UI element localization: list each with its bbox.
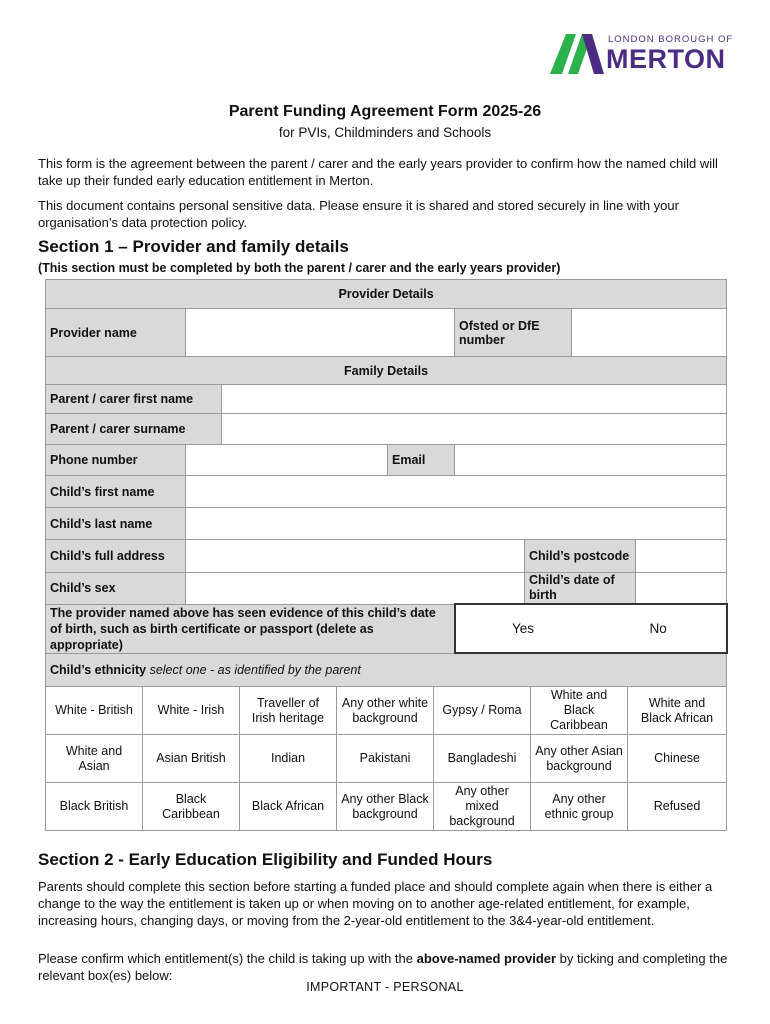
provider-name-label: Provider name <box>46 309 186 357</box>
ethnicity-heading <box>46 653 727 686</box>
child-postcode-field[interactable] <box>636 540 727 573</box>
section1-table <box>45 279 728 687</box>
ethnicity-option[interactable]: Traveller of Irish heritage <box>240 687 337 735</box>
section1-note: (This section must be completed by both the parent / carer and the early years provider) <box>38 261 561 275</box>
provider-details-header: Provider Details <box>46 280 727 309</box>
page-subtitle: for PVIs, Childminders and Schools <box>278 125 492 140</box>
ethnicity-option[interactable]: White - British <box>46 687 143 735</box>
child-sex-field[interactable] <box>186 573 525 605</box>
intro-paragraph-2: This document contains personal sensitive data. Please ensure it is shared and stored securely in line with your organisation’s data protection policy. <box>38 198 679 230</box>
child-sex-label: Child’s sex <box>46 573 186 605</box>
child-dob-label: Child’s date of birth <box>525 573 636 605</box>
ofsted-number-label: Ofsted or DfE number <box>455 309 572 357</box>
parent-surname-label: Parent / carer surname <box>46 414 222 445</box>
child-last-name-label: Child’s last name <box>46 508 186 540</box>
logo-borough-text: LONDON BOROUGH OF <box>608 34 734 45</box>
ethnicity-option[interactable]: Indian <box>240 735 337 783</box>
merton-logo-mark <box>548 30 608 76</box>
merton-logo <box>548 30 738 76</box>
child-postcode-label: Child’s postcode <box>525 540 636 573</box>
ethnicity-option[interactable]: Pakistani <box>337 735 434 783</box>
ethnicity-option[interactable]: Any other white background <box>337 687 434 735</box>
ethnicity-option[interactable]: Chinese <box>628 735 727 783</box>
section2-para2-end: by ticking and completing the relevant box(es) below: <box>38 951 728 983</box>
provider-name-field[interactable] <box>186 309 455 357</box>
logo-merton-text: MERTON <box>606 44 726 74</box>
ethnicity-option[interactable]: Gypsy / Roma <box>434 687 531 735</box>
child-address-label: Child’s full address <box>46 540 186 573</box>
ethnicity-option[interactable]: Black Caribbean <box>143 783 240 831</box>
section2-paragraph-1: Parents should complete this section before starting a funded place and should complete again when there is either a change to the way the entitlement is taken up or when moving on to another age-related entitlement, for example, increasing hours, changing days, or moving from the 2-year-old entitlement to the 3&4-year-old entitlement. <box>38 879 713 928</box>
section2-heading: Section 2 - Early Education Eligibility and Funded Hours <box>38 850 493 869</box>
ethnicity-option[interactable]: Any other ethnic group <box>531 783 628 831</box>
parent-first-name-label: Parent / carer first name <box>46 385 222 414</box>
ethnicity-option[interactable]: Any other Black background <box>337 783 434 831</box>
family-details-header: Family Details <box>46 357 727 385</box>
child-first-name-label: Child’s first name <box>46 476 186 508</box>
page-title: Parent Funding Agreement Form 2025-26 <box>228 103 542 120</box>
footer-label: IMPORTANT - PERSONAL <box>306 980 464 994</box>
section2-para2-bold: above-named provider <box>416 951 557 966</box>
child-dob-field[interactable] <box>636 573 727 605</box>
ethnicity-option[interactable]: White and Black African <box>628 687 727 735</box>
ethnicity-option[interactable]: White and Black Caribbean <box>531 687 628 735</box>
evidence-no-option[interactable]: No <box>649 621 667 636</box>
section2-para2-start: Please confirm which entitlement(s) the child is taking up with the <box>38 951 417 966</box>
ethnicity-table <box>45 686 727 831</box>
ethnicity-option[interactable]: Asian British <box>143 735 240 783</box>
dob-evidence-label: The provider named above has seen evidence of this child’s date of birth, such as birth certificate or passport (delete as appropriate) <box>46 604 455 653</box>
section2-paragraph-2 <box>38 950 728 984</box>
ethnicity-option[interactable]: White - Irish <box>143 687 240 735</box>
child-first-name-field[interactable] <box>186 476 727 508</box>
ethnicity-option[interactable]: Black British <box>46 783 143 831</box>
phone-number-label: Phone number <box>46 445 186 476</box>
parent-surname-field[interactable] <box>222 414 727 445</box>
ethnicity-option[interactable]: Any other mixed background <box>434 783 531 831</box>
evidence-yes-option[interactable]: Yes <box>512 621 535 636</box>
ethnicity-label: Child’s ethnicity <box>50 662 147 677</box>
intro-paragraph-1: This form is the agreement between the parent / carer and the early years provider to confirm how the named child will take up their funded early education entitlement in Merton. <box>38 156 718 188</box>
ethnicity-option[interactable]: Black African <box>240 783 337 831</box>
ethnicity-option[interactable]: White and Asian <box>46 735 143 783</box>
phone-number-field[interactable] <box>186 445 388 476</box>
ethnicity-option[interactable]: Bangladeshi <box>434 735 531 783</box>
section1-heading: Section 1 – Provider and family details <box>38 237 349 256</box>
dob-evidence-choice[interactable] <box>455 604 727 653</box>
email-label: Email <box>388 445 455 476</box>
child-last-name-field[interactable] <box>186 508 727 540</box>
ofsted-number-field[interactable] <box>572 309 727 357</box>
ethnicity-option[interactable]: Any other Asian background <box>531 735 628 783</box>
ethnicity-option[interactable]: Refused <box>628 783 727 831</box>
ethnicity-hint: select one - as identified by the parent <box>149 662 361 677</box>
parent-first-name-field[interactable] <box>222 385 727 414</box>
email-field[interactable] <box>455 445 727 476</box>
child-address-field[interactable] <box>186 540 525 573</box>
